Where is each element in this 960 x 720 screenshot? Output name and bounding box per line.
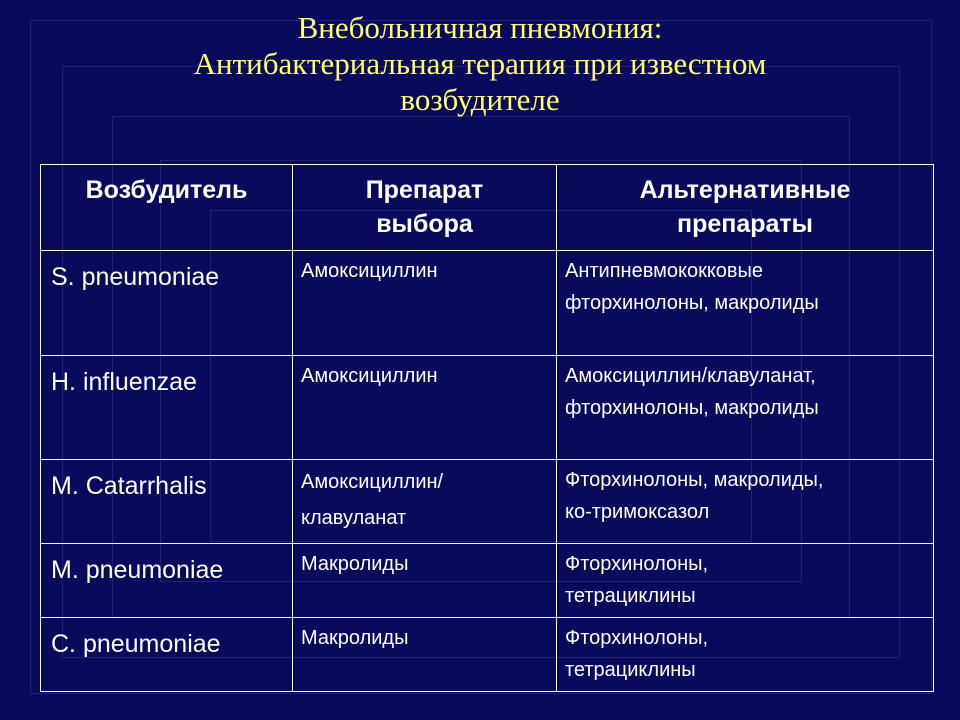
header-alternative-drugs — [557, 165, 934, 251]
table-row — [41, 544, 934, 618]
alt-cell — [557, 618, 934, 692]
pathogen-cell: M. Catarrhalis — [41, 460, 293, 544]
header-drug-line1: Препарат — [365, 176, 484, 204]
alt-line: фторхинолоны, макролиды — [565, 397, 819, 419]
pathogen-cell: C. pneumoniae — [41, 618, 293, 692]
table-row — [41, 356, 934, 460]
alt-cell — [557, 251, 934, 356]
alt-line: Антипневмококковые — [565, 260, 764, 282]
header-pathogen — [41, 165, 293, 251]
drug-line: Амоксициллин — [301, 365, 438, 387]
drug-cell — [293, 251, 557, 356]
alt-line: Амоксициллин/клавуланат, — [565, 365, 816, 387]
alt-line: тетрациклины — [565, 585, 696, 607]
pathogen-cell: M. pneumoniae — [41, 544, 293, 618]
alt-cell — [557, 544, 934, 618]
alt-line: тетрациклины — [565, 659, 696, 681]
table-row — [41, 618, 934, 692]
alt-cell — [557, 356, 934, 460]
table-row — [41, 460, 934, 544]
slide-title-line2: Антибактериальная терапия при известном — [193, 46, 767, 81]
drug-cell — [293, 618, 557, 692]
drug-line: Макролиды — [301, 627, 409, 649]
drug-line: Амоксициллин — [301, 260, 438, 282]
header-drug-line2: выбора — [376, 210, 473, 238]
drug-line: клавуланат — [301, 507, 407, 529]
alt-line: фторхинолоны, макролиды — [565, 292, 819, 314]
pathogen-cell: H. influenzae — [41, 356, 293, 460]
alt-cell — [557, 460, 934, 544]
header-drug-of-choice — [293, 165, 557, 251]
drug-cell — [293, 356, 557, 460]
therapy-table — [40, 164, 934, 692]
drug-line: Макролиды — [301, 553, 409, 575]
header-alt-line2: препараты — [676, 210, 814, 238]
table-header-row — [41, 165, 934, 251]
alt-line: Фторхинолоны, — [565, 627, 709, 649]
slide-title-line1: Внебольничная пневмония: — [297, 10, 663, 45]
alt-line: Фторхинолоны, — [565, 553, 709, 575]
slide-title — [0, 10, 960, 118]
alt-line: Фторхинолоны, макролиды, — [565, 469, 824, 491]
pathogen-cell: S. pneumoniae — [41, 251, 293, 356]
drug-cell — [293, 460, 557, 544]
table-row — [41, 251, 934, 356]
drug-cell — [293, 544, 557, 618]
header-pathogen-label: Возбудитель — [85, 176, 248, 204]
header-alt-line1: Альтернативные — [639, 176, 851, 204]
drug-line: Амоксициллин/ — [301, 471, 444, 493]
alt-line: ко-тримоксазол — [565, 501, 710, 523]
slide-title-line3: возбудителе — [400, 82, 560, 117]
